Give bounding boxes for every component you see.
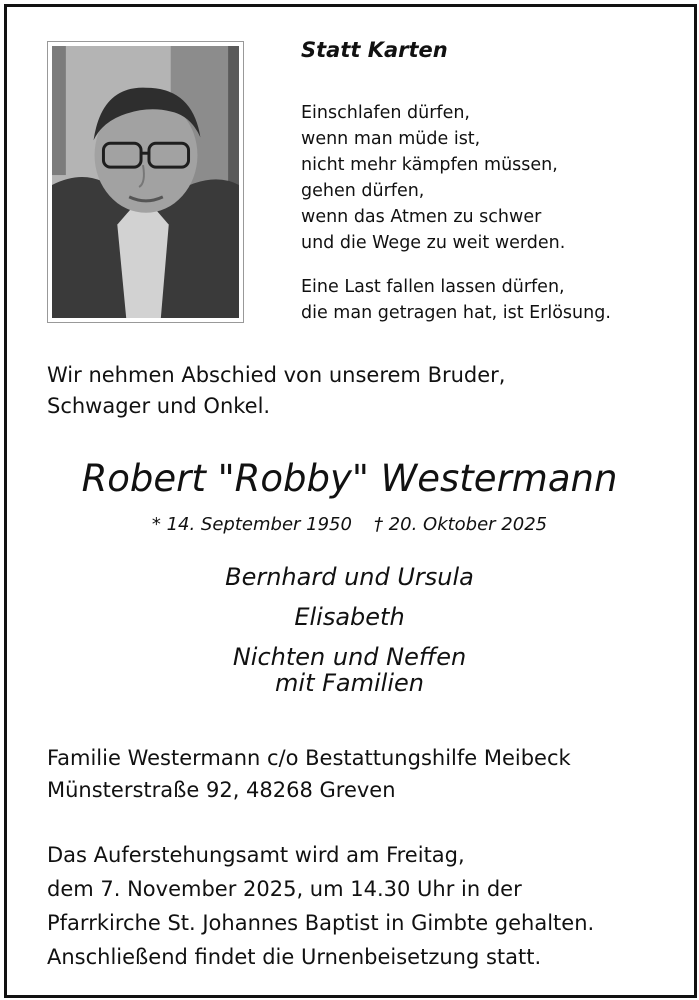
mourner-line: Nichten und Neffen bbox=[232, 643, 467, 671]
poem-line: wenn das Atmen zu schwer bbox=[301, 207, 542, 227]
deceased-name: Robert "Robby" Westermann bbox=[81, 457, 618, 500]
service-line: Pfarrkirche St. Johannes Baptist in Gimbte gehalten. bbox=[47, 911, 595, 935]
headline-statt-karten: Statt Karten bbox=[301, 38, 448, 62]
address-line: Familie Westermann c/o Bestattungshilfe Meibeck bbox=[47, 746, 571, 770]
death-date: † 20. Oktober 2025 bbox=[373, 514, 548, 535]
poem-stanza-2 bbox=[301, 274, 611, 326]
poem-line: wenn man müde ist, bbox=[301, 129, 481, 149]
mourners-list bbox=[0, 562, 699, 698]
poem-line: Einschlafen dürfen, bbox=[301, 103, 470, 123]
service-details bbox=[47, 838, 594, 974]
service-line: dem 7. November 2025, um 14.30 Uhr in der bbox=[47, 877, 522, 901]
intro-line: Wir nehmen Abschied von unserem Bruder, bbox=[47, 363, 506, 387]
poem-line: nicht mehr kämpfen müssen, bbox=[301, 155, 558, 175]
service-line: Das Auferstehungsamt wird am Freitag, bbox=[47, 843, 465, 867]
mourner-line: Bernhard und Ursula bbox=[225, 563, 474, 591]
poem-line: gehen dürfen, bbox=[301, 181, 425, 201]
portrait-image bbox=[52, 46, 239, 318]
poem-line: die man getragen hat, ist Erlösung. bbox=[301, 303, 611, 323]
intro-line: Schwager und Onkel. bbox=[47, 394, 271, 418]
portrait-photo bbox=[47, 41, 244, 323]
poem-line: und die Wege zu weit werden. bbox=[301, 233, 566, 253]
intro-text bbox=[47, 360, 505, 422]
service-line: Anschließend findet die Urnenbeisetzung statt. bbox=[47, 945, 542, 969]
life-dates bbox=[0, 514, 699, 535]
mourner-line: Elisabeth bbox=[294, 603, 405, 631]
address-line: Münsterstraße 92, 48268 Greven bbox=[47, 778, 396, 802]
mourner-line: mit Familien bbox=[275, 669, 424, 697]
contact-address bbox=[47, 742, 571, 806]
birth-date: * 14. September 1950 bbox=[151, 514, 352, 535]
poem-stanza-1 bbox=[301, 100, 565, 256]
poem-line: Eine Last fallen lassen dürfen, bbox=[301, 277, 565, 297]
